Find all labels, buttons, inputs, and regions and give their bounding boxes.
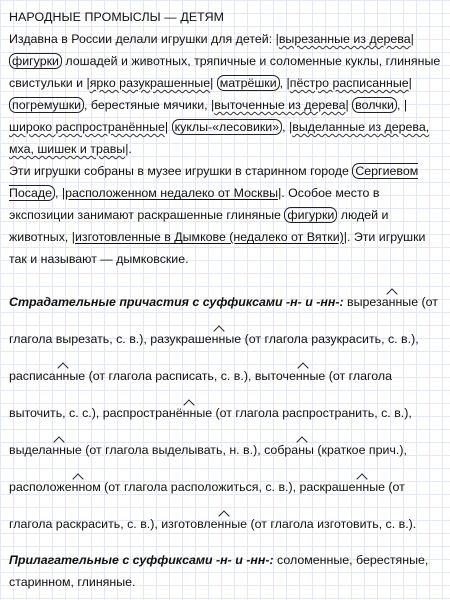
text: |	[164, 120, 172, 134]
participle-phrase: широко распространённые	[9, 120, 165, 134]
participle-phrase: изготовленные в Дымкове (недалеко от Вятки)	[75, 230, 344, 244]
text: Издавна в России делали игрушки для детей: |	[9, 32, 279, 46]
text: |	[210, 76, 217, 90]
participle-phrase: пёстро расписанные	[289, 76, 409, 90]
text: |	[345, 98, 353, 112]
suffix-mark: нн	[211, 332, 226, 346]
suffix-mark: н	[388, 295, 396, 309]
participle-phrase: выточенные из дерева	[214, 98, 346, 112]
text: людей и животных, |	[9, 208, 389, 244]
participle-phrase: ярко разукрашенные	[89, 76, 211, 90]
text: ом (от глагола расположиться, с. в.), раскраше	[85, 480, 356, 494]
suffix-mark: нн	[217, 517, 232, 531]
text: , |	[396, 98, 408, 112]
suffix-mark: нн	[355, 480, 370, 494]
text: |	[408, 76, 412, 90]
text: , |	[55, 186, 66, 200]
text: ые (от глагола выделывать, н. в.), собра	[66, 443, 299, 457]
text: ые (от глагола раскрасить, с. в.), изготовле	[9, 480, 405, 531]
text: ые (от глагола распространить, с. в.), выдела	[9, 406, 412, 457]
defined-word-box: Сергиевом Посаде	[9, 164, 419, 200]
text: ные (от глагола вырезать, с. в.), разукраше	[9, 295, 438, 346]
defined-word-box: матрёшки	[217, 75, 280, 91]
text: , |	[282, 120, 293, 134]
text: ы (краткое прич.), расположе	[9, 443, 407, 494]
participle-phrase: вырезанные из дерева	[278, 32, 411, 46]
defined-word-box: погремушки	[9, 97, 84, 113]
page-title: НАРОДНЫЕ ПРОМЫСЛЫ — ДЕТЯМ	[9, 10, 225, 24]
text: ые (от глагола расписать, с. в.), выточе	[69, 369, 296, 383]
participle-phrase: выделанные из дерева, мха, шишек и травы	[9, 120, 430, 156]
text: , берестяные мячики, |	[84, 98, 215, 112]
section-heading: Прилагательные с суффиксами -н- и -нн-:	[9, 553, 274, 567]
paragraph-2	[9, 160, 443, 270]
text: Эти игрушки собраны в музее игрушки в старинном городе	[9, 164, 353, 178]
section-participles	[9, 284, 443, 543]
suffix-mark: нн	[71, 480, 86, 494]
defined-word-box: куклы-«лесовики»	[172, 119, 283, 135]
text: |	[410, 32, 414, 46]
text: лошадей и животных, тряпичные и соломенные куклы, глиняные свистульки и |	[9, 54, 441, 90]
suffix-mark: нн	[52, 443, 67, 457]
defined-word-box: фигурки	[284, 207, 337, 223]
section-heading: Страдательные причастия с суффиксами -н- и -нн-:	[9, 295, 344, 309]
defined-word-box: фигурки	[9, 53, 62, 69]
text: ые (от глагола выточить, с. с.), распространё	[9, 369, 392, 420]
suffix-mark: нн	[55, 369, 70, 383]
text: , |	[279, 76, 290, 90]
text: |. Особое место в экспозиции занимают раскрашенные глиняные	[9, 186, 380, 222]
suffix-mark: н	[298, 443, 306, 457]
text: ые (от глагола изготовить, с. в.).	[231, 517, 417, 531]
defined-word-box: волчки	[352, 97, 397, 113]
participle-phrase: расположенном недалеко от Москвы	[65, 186, 279, 200]
text: |.	[125, 142, 132, 156]
text: |. Эти игрушки так и называют — дымковские.	[9, 230, 426, 266]
text: соломенные, берестяные, старинном, глиняные.	[9, 553, 429, 589]
suffix-mark: нн	[295, 369, 310, 383]
text: ые (от глагола разукрасить, с. в.), расписа	[9, 332, 419, 383]
suffix-mark: нн	[182, 406, 197, 420]
text: выреза	[343, 295, 389, 309]
paragraph-1	[9, 28, 443, 160]
section-adjectives	[9, 549, 443, 593]
document	[9, 8, 443, 593]
